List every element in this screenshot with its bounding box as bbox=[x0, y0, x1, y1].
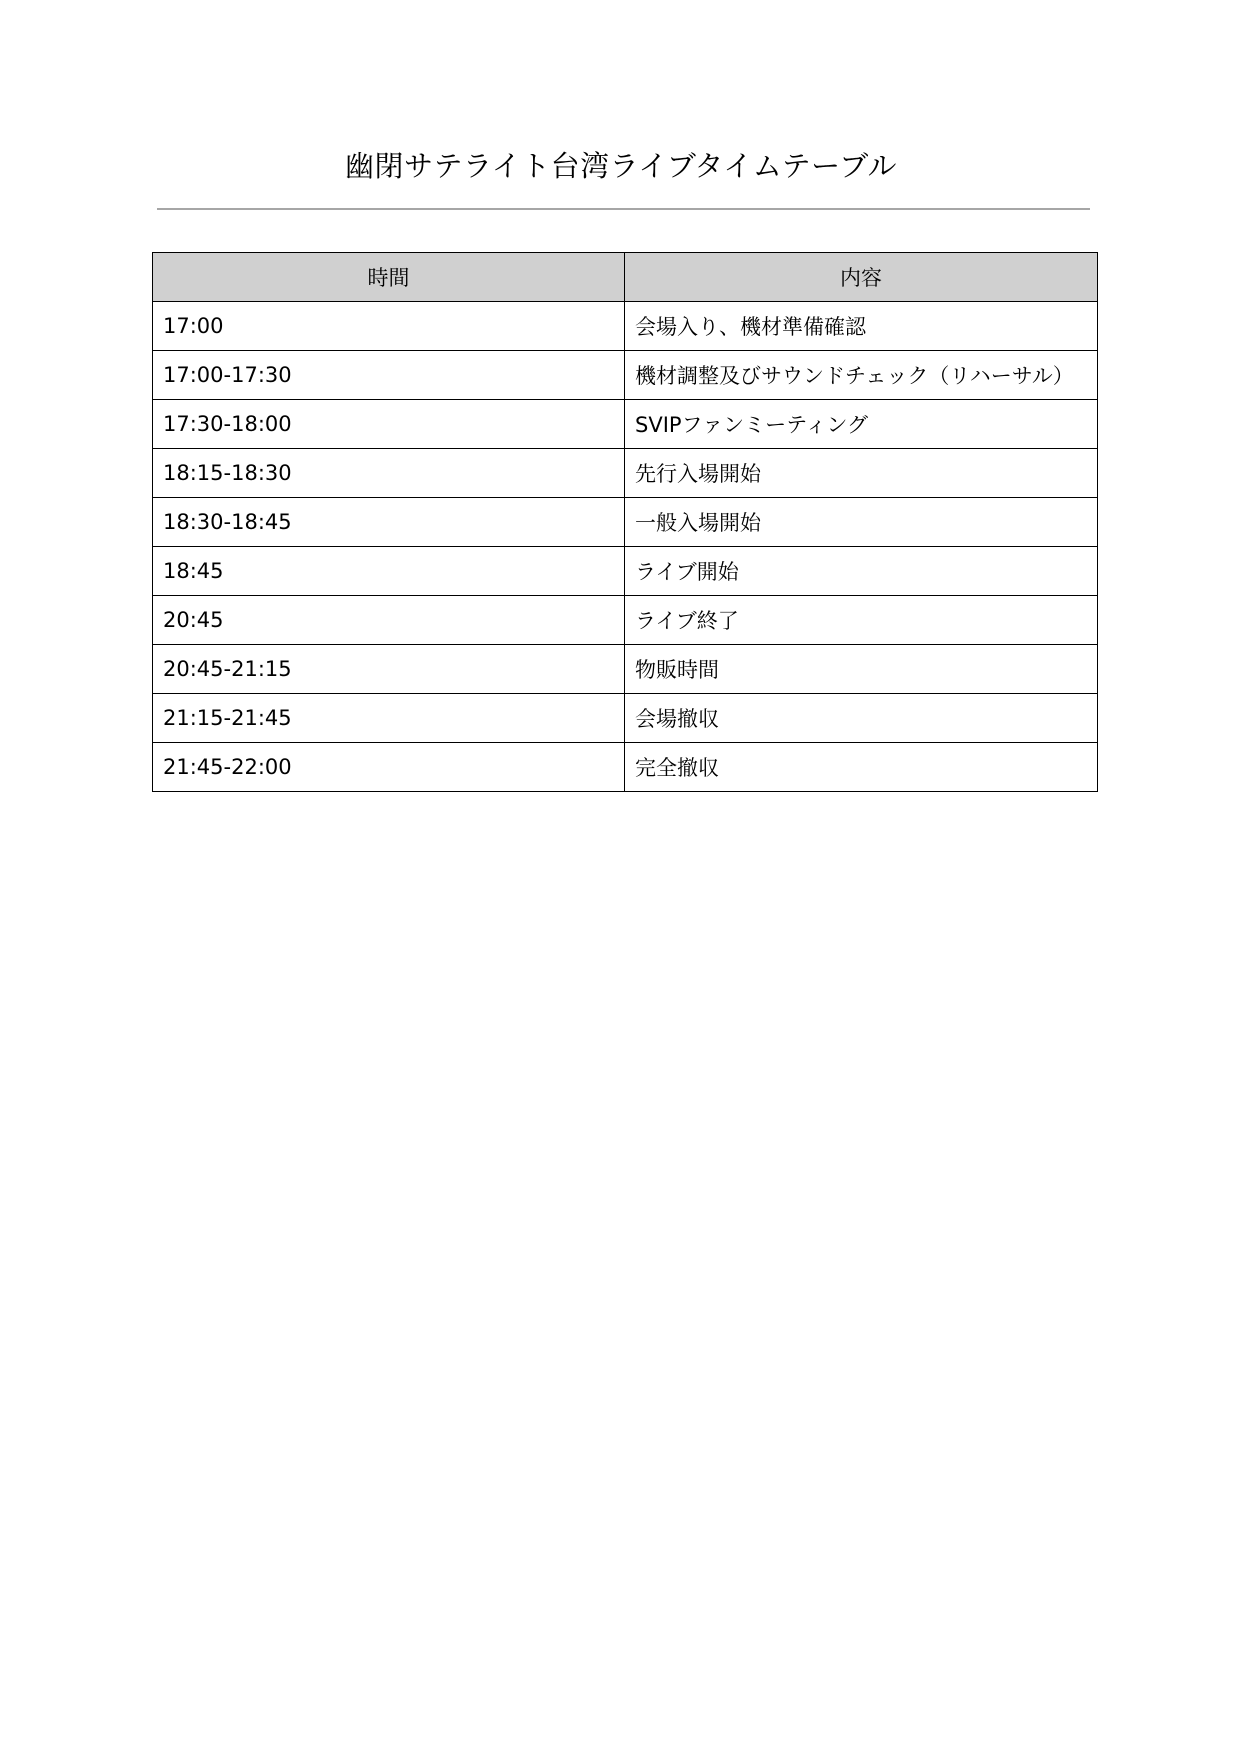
content-cell: 機材調整及びサウンドチェック（リハーサル） bbox=[625, 351, 1098, 400]
table-row bbox=[153, 694, 1098, 743]
time-cell: 20:45-21:15 bbox=[153, 645, 625, 694]
time-cell: 17:00 bbox=[153, 302, 625, 351]
content-cell: SVIPファンミーティング bbox=[625, 400, 1098, 449]
table-header-row bbox=[153, 253, 1098, 302]
content-cell: 先行入場開始 bbox=[625, 449, 1098, 498]
table-row bbox=[153, 302, 1098, 351]
page-title: 幽閉サテライト台湾ライブタイムテーブル bbox=[344, 149, 898, 183]
column-header-content: 内容 bbox=[625, 253, 1098, 302]
table-row bbox=[153, 743, 1098, 792]
time-cell: 21:15-21:45 bbox=[153, 694, 625, 743]
content-cell: 物販時間 bbox=[625, 645, 1098, 694]
table-row bbox=[153, 547, 1098, 596]
time-cell: 18:45 bbox=[153, 547, 625, 596]
title-divider bbox=[157, 208, 1090, 210]
table-row bbox=[153, 596, 1098, 645]
table-row bbox=[153, 400, 1098, 449]
content-cell: 一般入場開始 bbox=[625, 498, 1098, 547]
content-cell: ライブ終了 bbox=[625, 596, 1098, 645]
table-row bbox=[153, 351, 1098, 400]
time-cell: 18:15-18:30 bbox=[153, 449, 625, 498]
content-cell: 会場入り、機材準備確認 bbox=[625, 302, 1098, 351]
time-cell: 21:45-22:00 bbox=[153, 743, 625, 792]
table-row bbox=[153, 449, 1098, 498]
content-cell: ライブ開始 bbox=[625, 547, 1098, 596]
table-row bbox=[153, 645, 1098, 694]
table-row bbox=[153, 498, 1098, 547]
time-cell: 20:45 bbox=[153, 596, 625, 645]
content-cell: 完全撤収 bbox=[625, 743, 1098, 792]
time-cell: 18:30-18:45 bbox=[153, 498, 625, 547]
time-cell: 17:00-17:30 bbox=[153, 351, 625, 400]
timetable bbox=[152, 252, 1098, 792]
column-header-time: 時間 bbox=[153, 253, 625, 302]
time-cell: 17:30-18:00 bbox=[153, 400, 625, 449]
content-cell: 会場撤収 bbox=[625, 694, 1098, 743]
